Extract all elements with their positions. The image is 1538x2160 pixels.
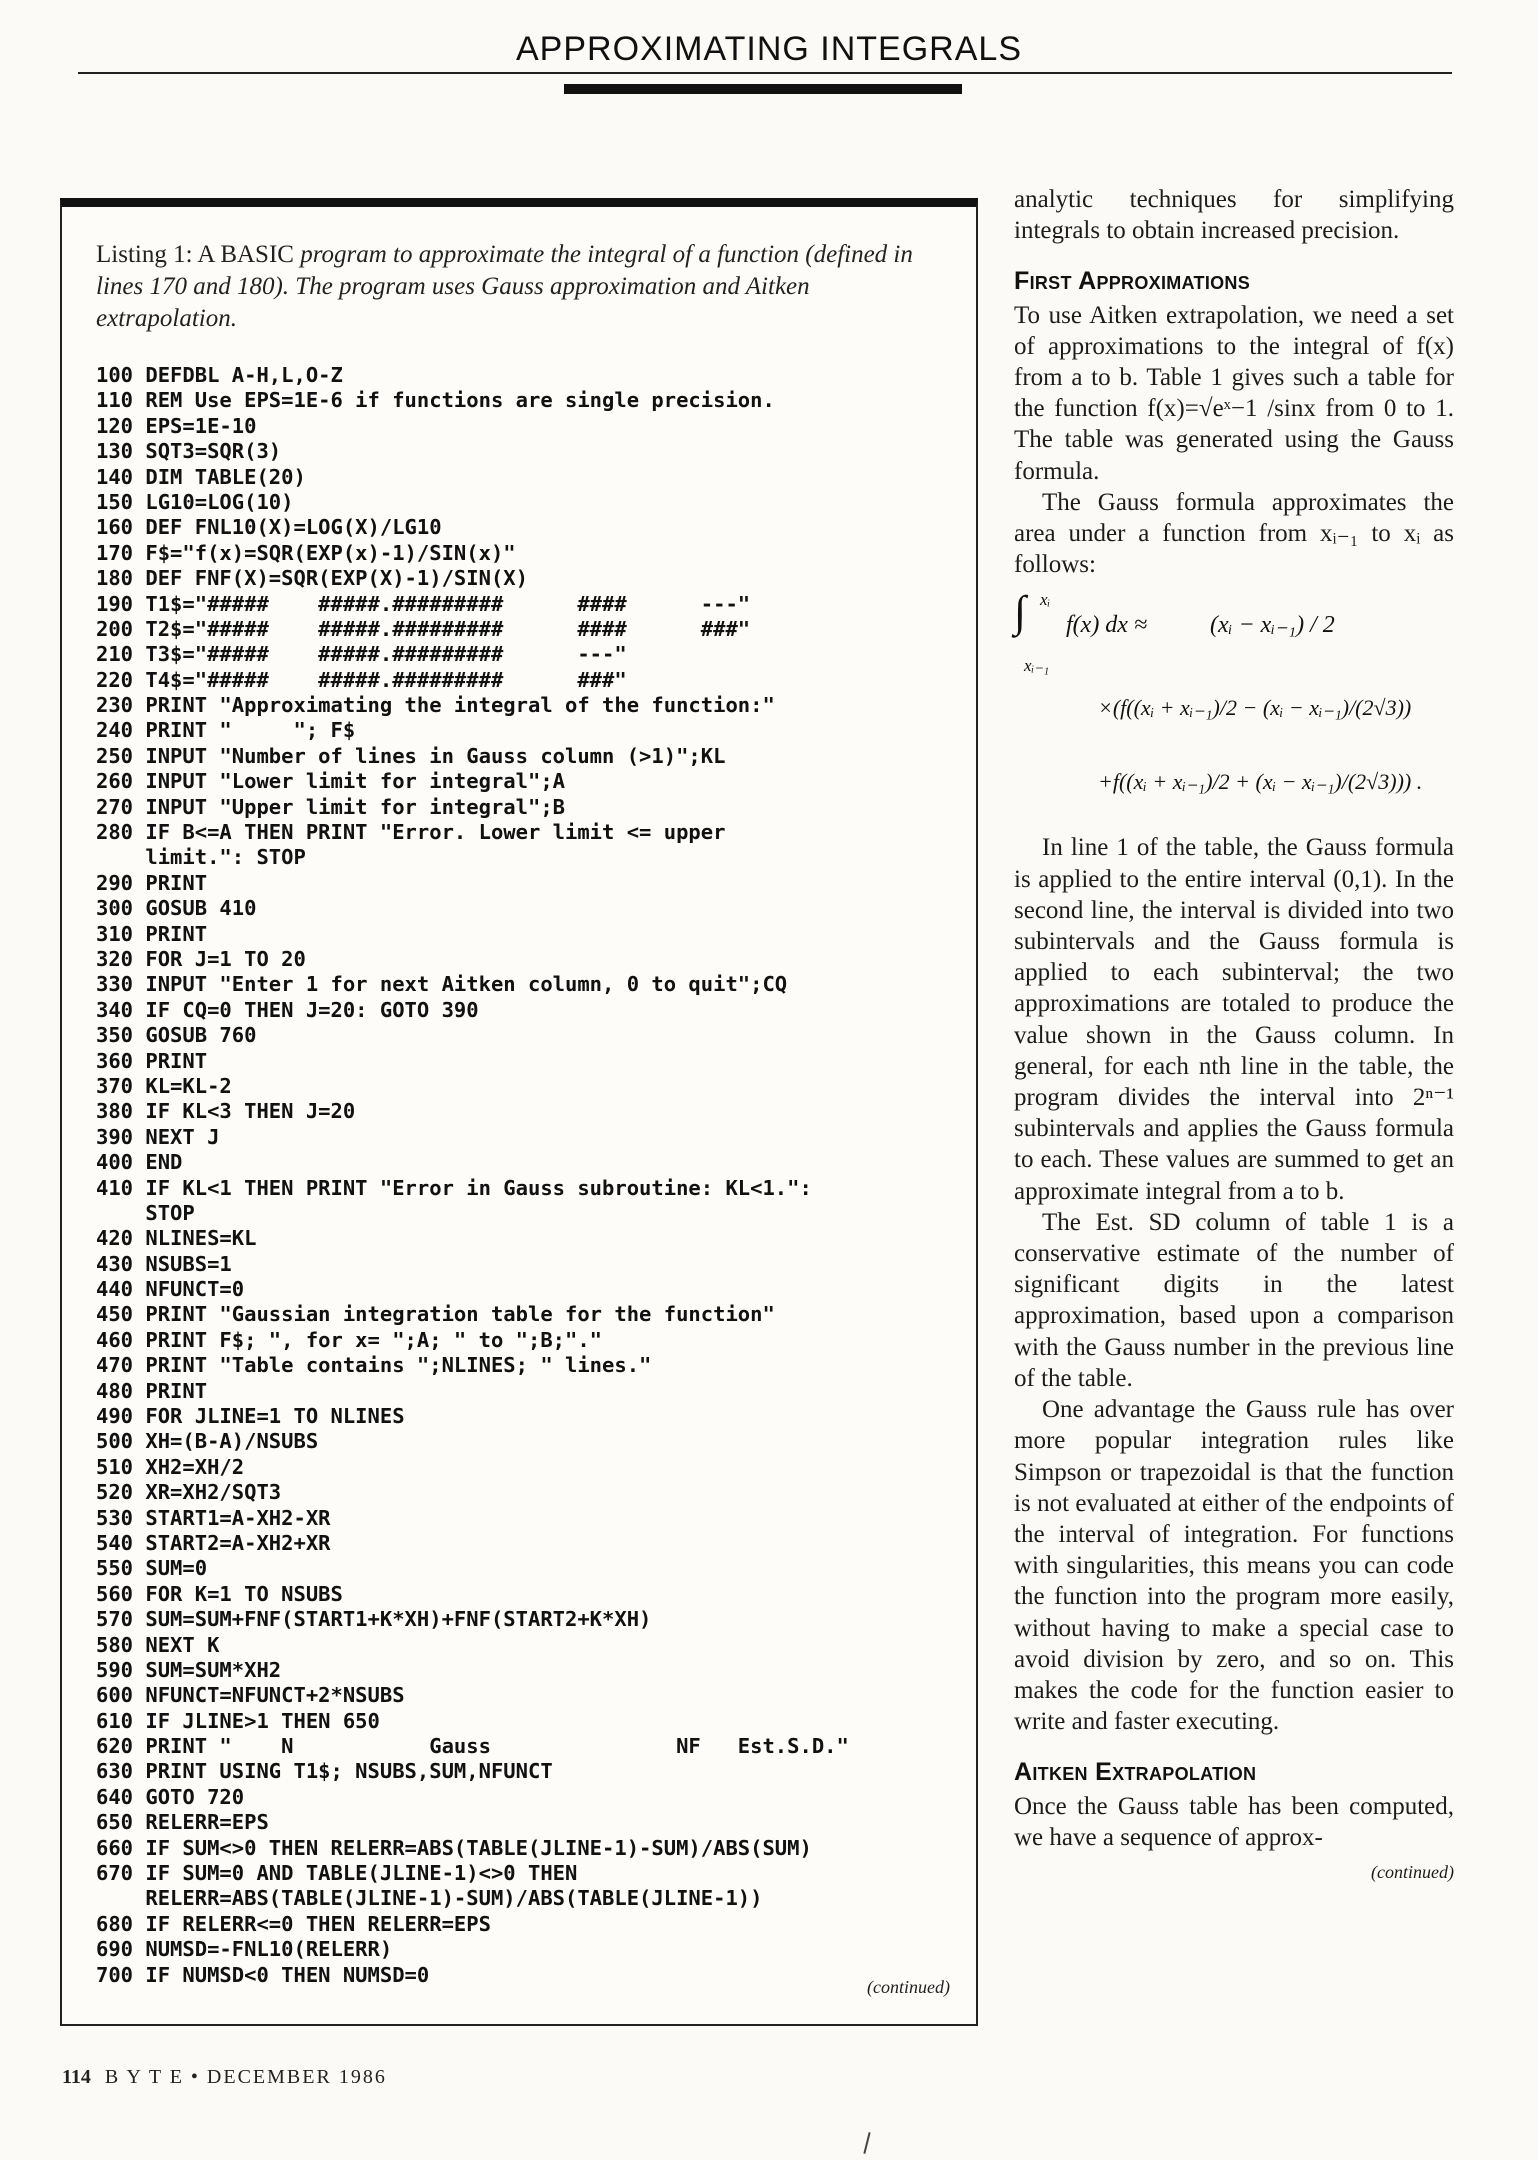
code-line: 430 NSUBS=1: [96, 1251, 232, 1276]
code-line: 140 DIM TABLE(20): [96, 464, 306, 489]
code-line: 470 PRINT "Table contains ";NLINES; " lines.": [96, 1353, 652, 1378]
code-line: 150 LG10=LOG(10): [96, 489, 294, 514]
code-line: 180 DEF FNF(X)=SQR(EXP(X)-1)/SIN(X): [96, 566, 528, 591]
code-line: 530 START1=A-XH2-XR: [96, 1505, 331, 1530]
code-line: 480 PRINT: [96, 1378, 208, 1403]
code-line: 220 T4$="##### #####.######### ###": [96, 667, 627, 692]
code-line: 610 IF JLINE>1 THEN 650: [96, 1708, 380, 1733]
article-paragraph: To use Aitken extrapolation, we need a set of approximations to the integral of f(x) from a to b. Table 1 gives such a table for the function f(x)=√eˣ−1 /sinx from 0 to 1. The table was generated using the Gauss formula.: [1014, 301, 1454, 485]
code-line: 440 NFUNCT=0: [96, 1277, 245, 1302]
page-footer: [62, 2066, 387, 2089]
code-line: 110 REM Use EPS=1E-6 if functions are single precision.: [96, 388, 775, 413]
code-line: 450 PRINT "Gaussian integration table for the function": [96, 1302, 775, 1327]
header-rule: [78, 72, 1452, 74]
code-line: 170 F$="f(x)=SQR(EXP(x)-1)/SIN(x)": [96, 540, 516, 565]
article-column: [1014, 184, 1454, 1888]
code-line: 700 IF NUMSD<0 THEN NUMSD=0: [96, 1962, 430, 1987]
code-line: 230 PRINT "Approximating the integral of the function:": [96, 693, 775, 718]
code-line: 160 DEF FNL10(X)=LOG(X)/LG10: [96, 515, 442, 540]
code-line: 630 PRINT USING T1$; NSUBS,SUM,NFUNCT: [96, 1759, 553, 1784]
code-line: 460 PRINT F$; ", for x= ";A; " to ";B;".": [96, 1327, 603, 1352]
integral-upper-limit: xᵢ: [1040, 590, 1051, 610]
listing-caption: [96, 239, 956, 335]
code-line: 190 T1$="##### #####.######### #### ---": [96, 591, 751, 616]
code-line: 540 START2=A-XH2+XR: [96, 1530, 331, 1555]
article-paragraph: Once the Gauss table has been computed, we have a sequence of approx-: [1014, 1792, 1454, 1851]
code-line: 270 INPUT "Upper limit for integral";B: [96, 794, 565, 819]
code-line: 130 SQT3=SQR(3): [96, 439, 282, 464]
running-header: APPROXIMATING INTEGRALS: [515, 30, 1022, 68]
code-line: 260 INPUT "Lower limit for integral";A: [96, 769, 565, 794]
section-heading-first-approximations: First Approximations: [1014, 267, 1251, 296]
basic-code-listing: [96, 363, 966, 1988]
listing-box: [60, 198, 978, 2026]
header-accent-bar: [564, 84, 962, 94]
code-line: 420 NLINES=KL: [96, 1226, 257, 1251]
code-line: 640 GOTO 720: [96, 1784, 245, 1809]
publication-issue: B Y T E • DECEMBER 1986: [104, 2066, 387, 2088]
code-line: 360 PRINT: [96, 1048, 208, 1073]
article-paragraph: In line 1 of the table, the Gauss formula is applied to the entire interval (0,1). In the second line, the interval is divided into two subintervals and the Gauss formula is applied to each subinterval; the two approximations are totaled to produce the value shown in the Gauss column. In general, for each nth line in the table, the program divides the interval into 2ⁿ⁻¹ subintervals and applies the Gauss formula to each. These values are summed to get an approximate integral from a to b.: [1014, 834, 1454, 1205]
code-line: 250 INPUT "Number of lines in Gauss column (>1)";KL: [96, 743, 726, 768]
code-line: 330 INPUT "Enter 1 for next Aitken column, 0 to quit";CQ: [96, 972, 788, 997]
gauss-formula: [1014, 580, 1454, 832]
page-number: 114: [62, 2066, 91, 2088]
code-line: 520 XR=XH2/SQT3: [96, 1480, 282, 1505]
article-paragraph: The Est. SD column of table 1 is a conservative estimate of the number of significant digits in the latest approximation, based upon a comparison with the Gauss number in the previous line of the table.: [1014, 1208, 1454, 1392]
code-line: 280 IF B<=A THEN PRINT "Error. Lower limit <= upper: [96, 820, 726, 845]
integrand: f(x) dx ≈: [1066, 612, 1148, 639]
section-heading-aitken-extrapolation: Aitken Extrapolation: [1014, 1758, 1257, 1787]
code-line: 310 PRINT: [96, 921, 208, 946]
code-line: 290 PRINT: [96, 870, 208, 895]
code-line: 570 SUM=SUM+FNF(START1+K*XH)+FNF(START2+K*XH): [96, 1607, 652, 1632]
code-line: 240 PRINT " "; F$: [96, 718, 356, 743]
article-paragraph: The Gauss formula approximates the area under a function from xᵢ₋₁ to xᵢ as follows:: [1014, 488, 1454, 579]
article-continued: (continued): [1371, 1861, 1454, 1882]
listing-caption-lead: Listing 1: A BASIC: [96, 241, 301, 268]
code-line: 100 DEFDBL A-H,L,O-Z: [96, 363, 343, 387]
listing-caption-text: program to approximate the integral of a function (defined in lines 170 and 180). The program uses Gauss approximation and Aitken extrapolation.: [96, 241, 913, 332]
code-line: 550 SUM=0: [96, 1556, 208, 1581]
code-line: 620 PRINT " N Gauss NF Est.S.D.": [96, 1734, 849, 1759]
article-paragraph: One advantage the Gauss rule has over more popular integration rules like Simpson or trapezoidal is that the function is not evaluated at either of the endpoints of the interval of integration. For functions with singularities, this means you can code the function into the program more easily, without having to make a special case to avoid division by zero, and so on. This makes the code for the function easier to write and faster executing.: [1014, 1396, 1454, 1736]
code-line: 120 EPS=1E-10: [96, 413, 257, 438]
code-line: limit.": STOP: [96, 845, 306, 870]
scan-mark: [863, 2132, 870, 2154]
code-line: 380 IF KL<3 THEN J=20: [96, 1099, 356, 1124]
code-line: 400 END: [96, 1150, 183, 1175]
code-line: 370 KL=KL-2: [96, 1073, 232, 1098]
code-line: 500 XH=(B-A)/NSUBS: [96, 1429, 319, 1454]
code-line: STOP: [96, 1200, 195, 1225]
code-line: 320 FOR J=1 TO 20: [96, 946, 306, 971]
code-line: 490 FOR JLINE=1 TO NLINES: [96, 1404, 405, 1429]
code-line: 390 NEXT J: [96, 1124, 220, 1149]
code-line: 680 IF RELERR<=0 THEN RELERR=EPS: [96, 1911, 491, 1936]
code-line: 340 IF CQ=0 THEN J=20: GOTO 390: [96, 997, 479, 1022]
code-line: 690 NUMSD=-FNL10(RELERR): [96, 1937, 393, 1962]
code-line: 670 IF SUM=0 AND TABLE(JLINE-1)<>0 THEN: [96, 1861, 578, 1886]
code-line: 300 GOSUB 410: [96, 896, 257, 921]
code-line: 560 FOR K=1 TO NSUBS: [96, 1581, 343, 1606]
code-line: 350 GOSUB 760: [96, 1023, 257, 1048]
code-line: 580 NEXT K: [96, 1632, 220, 1657]
code-line: 210 T3$="##### #####.######### ---": [96, 642, 627, 667]
code-line: 650 RELERR=EPS: [96, 1810, 269, 1835]
listing-continued: (continued): [867, 1977, 950, 1997]
integral-sign: ∫: [1014, 587, 1027, 637]
code-line: 660 IF SUM<>0 THEN RELERR=ABS(TABLE(JLINE-1)-SUM)/ABS(SUM): [96, 1835, 812, 1860]
code-line: RELERR=ABS(TABLE(JLINE-1)-SUM)/ABS(TABLE(JLINE-1)): [96, 1886, 763, 1911]
article-intro: analytic techniques for simplifying integrals to obtain increased precision.: [1014, 186, 1454, 245]
integral-lower-limit: xᵢ₋₁: [1024, 656, 1050, 676]
formula-line-3: +f((xᵢ + xᵢ₋₁)/2 + (xᵢ − xᵢ₋₁)/(2√3))) .: [1098, 769, 1423, 795]
code-line: 200 T2$="##### #####.######### #### ###": [96, 616, 751, 641]
code-line: 510 XH2=XH/2: [96, 1454, 245, 1479]
formula-fraction: (xᵢ − xᵢ₋₁) / 2: [1210, 612, 1335, 639]
code-line: 600 NFUNCT=NFUNCT+2*NSUBS: [96, 1683, 405, 1708]
code-line: 410 IF KL<1 THEN PRINT "Error in Gauss subroutine: KL<1.":: [96, 1175, 812, 1200]
code-line: 590 SUM=SUM*XH2: [96, 1657, 282, 1682]
formula-line-2: ×(f((xᵢ + xᵢ₋₁)/2 − (xᵢ − xᵢ₋₁)/(2√3)): [1098, 695, 1412, 721]
